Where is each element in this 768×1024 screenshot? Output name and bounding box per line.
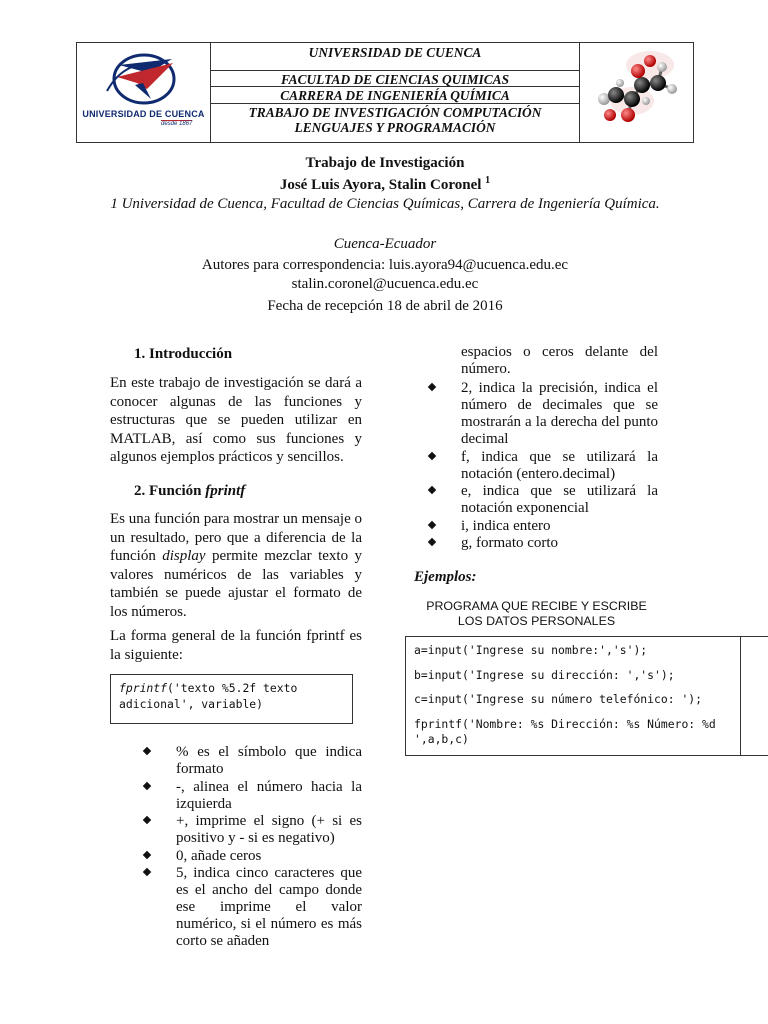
- header-university: UNIVERSIDAD DE CUENCA: [210, 45, 580, 71]
- authors-names: José Luis Ayora, Stalin Coronel: [279, 177, 482, 193]
- logo-name: UNIVERSIDAD DE CUENCA: [82, 109, 205, 119]
- paper-authors: [100, 175, 670, 194]
- university-logo: [77, 43, 211, 142]
- syntax-args: ('texto %5.2f texto: [167, 681, 298, 695]
- diamond-bullet-icon: [143, 868, 151, 876]
- city: Cuenca-Ecuador: [333, 236, 437, 252]
- header-faculty: FACULTAD DE CIENCIAS QUIMICAS: [210, 71, 580, 87]
- intro-heading: 1. Introducción: [134, 346, 233, 362]
- list-item: 5, indica cinco caracteres que es el ancho del campo donde ese imprime el valor numérico, si el número es más corto se añaden: [140, 865, 362, 950]
- correspondence-line2: stalin.coronel@ucuenca.edu.ec: [291, 276, 479, 292]
- code-line: ',a,b,c): [414, 732, 469, 746]
- diamond-bullet-icon: [143, 850, 151, 858]
- diamond-bullet-icon: [428, 538, 436, 546]
- list-item: 0, añade ceros: [140, 848, 362, 865]
- diamond-bullet-icon: [143, 781, 151, 789]
- fprintf-heading: [134, 483, 245, 500]
- list-item: e, indica que se utilizará la notación exponencial: [425, 483, 658, 517]
- list-item: +, imprime el signo (+ si es positivo y - si es negativo): [140, 813, 362, 847]
- molecule-icon: [580, 43, 693, 143]
- diamond-bullet-icon: [143, 747, 151, 755]
- authors-sup: 1: [485, 175, 491, 186]
- example-code-box: [405, 636, 768, 756]
- university-logo-icon: [77, 43, 210, 143]
- caption-line1: PROGRAMA QUE RECIBE Y ESCRIBE: [426, 599, 647, 613]
- fprintf-text-2: permite mezclar texto y valores numéricos de las variables y también se puede ajustar el formato de los números.: [110, 548, 362, 620]
- list-item: 2, indica la precisión, indica el número de decimales que se mostrarán a la derecha del punto decimal: [425, 380, 658, 448]
- code-line: c=input('Ingrese su número telefónico: ');: [414, 692, 703, 706]
- header-work: [210, 105, 580, 141]
- diamond-bullet-icon: [428, 520, 436, 528]
- affiliation: 1 Universidad de Cuenca, Facultad de Ciencias Químicas, Carrera de Ingeniería Química.: [110, 196, 660, 212]
- list-item: f, indica que se utilizará la notación (entero.decimal): [425, 449, 658, 483]
- format-bullets-right: [425, 380, 658, 553]
- correspondence-line1: Autores para correspondencia: luis.ayora94@ucuenca.edu.ec: [201, 257, 569, 273]
- examples-heading: Ejemplos:: [414, 569, 477, 585]
- intro-text: En este trabajo de investigación se dará a conocer algunas de las funciones y estructuras que se pueden utilizar en MATLAB, así como sus funciones y algunos ejemplos prácticos y sencillos.: [110, 375, 362, 465]
- list-item: % es el símbolo que indica formato: [140, 744, 362, 778]
- fprintf-text-1: Es una función para mostrar un mensaje o un resultado, pero que a diferencia de la función: [110, 511, 363, 564]
- code-line: b=input('Ingrese su dirección: ','s');: [414, 667, 675, 682]
- list-item: -, alinea el número hacia la izquierda: [140, 779, 362, 813]
- logo-subtitle: desde 1867: [161, 121, 193, 127]
- code-line: a=input('Ingrese su nombre:','s');: [414, 643, 648, 657]
- header-table: [76, 42, 694, 143]
- diamond-bullet-icon: [428, 383, 436, 391]
- syntax-line1: [119, 681, 344, 697]
- list-item: i, indica entero: [425, 518, 658, 535]
- syntax-fn: fprintf: [119, 681, 168, 695]
- diamond-bullet-icon: [428, 451, 436, 459]
- fprintf-text-display: display: [162, 548, 206, 564]
- paper-title: Trabajo de Investigación: [305, 155, 465, 171]
- fprintf-heading-prefix: 2. Función: [134, 483, 206, 499]
- bullet-continuation: espacios o ceros delante del número.: [461, 344, 658, 377]
- code-line: fprintf('Nombre: %s Dirección: %s Número: %d: [414, 716, 716, 731]
- header-career: CARRERA DE INGENIERÍA QUÍMICA: [210, 87, 580, 104]
- syntax-line2: adicional', variable): [119, 696, 264, 711]
- example-caption: [405, 599, 668, 629]
- code-box-right-border: [740, 636, 741, 756]
- fprintf-heading-word: fprintf: [205, 483, 246, 499]
- molecule-image: [579, 43, 693, 142]
- diamond-bullet-icon: [143, 816, 151, 824]
- reception-date: Fecha de recepción 18 de abril de 2016: [267, 298, 503, 314]
- header-work-line2: LENGUAJES Y PROGRAMACIÓN: [294, 120, 496, 135]
- list-item: g, formato corto: [425, 535, 658, 552]
- caption-line2: LOS DATOS PERSONALES: [457, 614, 616, 628]
- format-bullets-left: [140, 744, 362, 951]
- general-form-text: La forma general de la función fprintf es la siguiente:: [110, 628, 362, 663]
- diamond-bullet-icon: [428, 486, 436, 494]
- header-work-line1: TRABAJO DE INVESTIGACIÓN COMPUTACIÓN: [248, 105, 542, 120]
- fprintf-text: [110, 510, 362, 621]
- fprintf-syntax-box: [110, 674, 353, 724]
